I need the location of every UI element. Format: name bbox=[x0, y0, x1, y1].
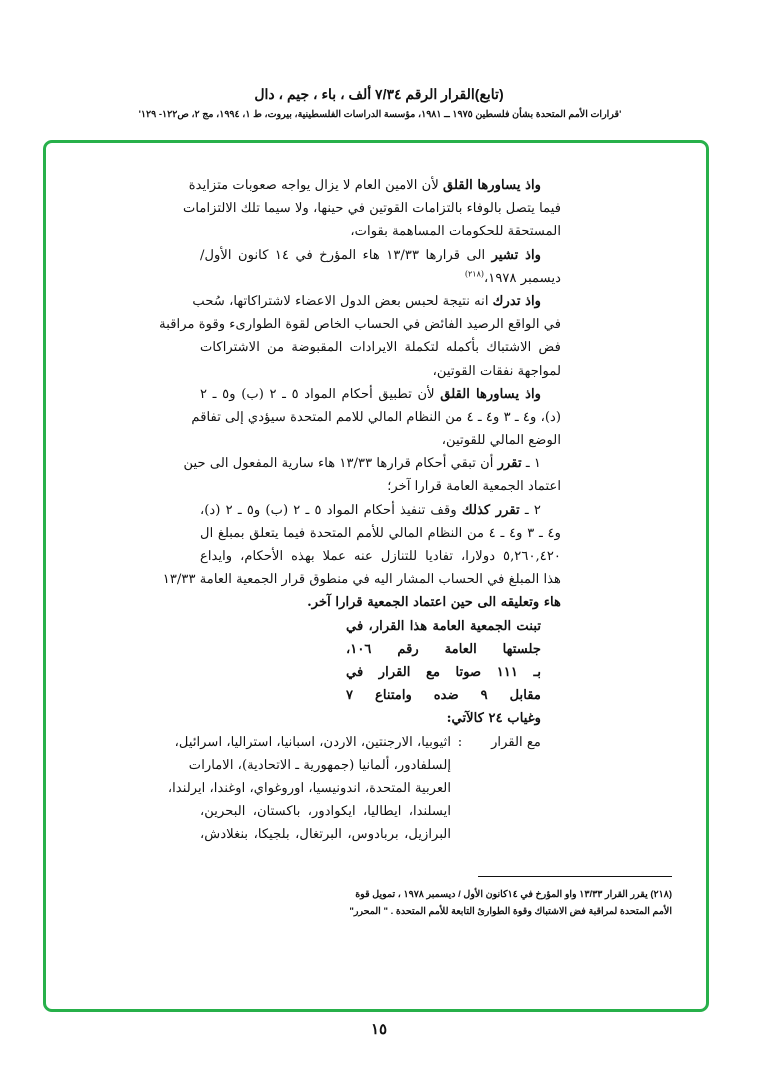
text-line bbox=[200, 244, 561, 267]
text-line bbox=[200, 499, 561, 522]
emphasis-phrase: واذ يساورها القلق bbox=[443, 178, 541, 193]
text-segment: ٥,٢٦٠,٤٢٠ دولارا، تفاديا للتنازل عنه عملا بهذه الأحكام، وايداع bbox=[200, 549, 561, 564]
text-line bbox=[183, 452, 561, 475]
text-line bbox=[200, 475, 561, 498]
text-segment: الى قرارها ١٣/٣٣ هاء المؤرخ في ١٤ كانون الأول/ bbox=[200, 247, 492, 263]
text-segment: ديسمبر ١٩٧٨، bbox=[484, 270, 561, 286]
text-segment: المستحقة للحكومات المساهمة بقوات، bbox=[350, 224, 561, 240]
text-segment: ١ ـ bbox=[521, 456, 541, 472]
text-line bbox=[200, 360, 561, 383]
text-line bbox=[200, 522, 561, 545]
adoption-line: جلستها العامة رقم ١٠٦، bbox=[346, 641, 541, 657]
text-segment: لأن الامين العام لا يزال يواجه صعوبات متزايدة bbox=[188, 178, 444, 193]
adoption-line: مقابل ٩ ضده وامتناع ٧ bbox=[346, 688, 541, 704]
paragraph bbox=[191, 383, 561, 453]
adoption-line: بـ ١١١ صوتا مع القرار في bbox=[346, 664, 541, 680]
emphasis-phrase: هاء وتعليقه الى حين اعتماد الجمعية قرارا آخر. bbox=[307, 595, 561, 611]
vote-list-line: العربية المتحدة، اندونيسيا، اوروغواي، اوغندا، ايرلندا، bbox=[167, 780, 451, 796]
text-line bbox=[200, 220, 561, 243]
text-line bbox=[200, 591, 561, 614]
text-segment: (د)، و٤ ـ ٣ و٤ ـ ٤ من النظام المالي للامم المتحدة سيؤدي إلى تفاقم bbox=[191, 409, 561, 425]
vote-list-line: البرازيل، بربادوس، البرتغال، بلجيكا، بنغلادش، bbox=[200, 827, 451, 843]
adoption-line: وغياب ٢٤ كالآتي: bbox=[446, 711, 541, 727]
text-line bbox=[192, 290, 561, 313]
text-line bbox=[200, 383, 561, 406]
vote-list-line: إلسلفادور، ألمانيا (جمهورية ـ الاتحادية)، الامارات bbox=[188, 757, 451, 773]
text-segment: فض الاشتباك بأكمله لتكملة الايرادات المقبوضة من الاشتراكات bbox=[200, 340, 561, 356]
text-segment: و٤ ـ ٣ و٤ ـ ٤ من النظام المالي للأمم المتحدة فيما يتعلق بمبلغ ال bbox=[200, 525, 561, 541]
emphasis-phrase: تقرر bbox=[497, 456, 522, 472]
text-line bbox=[182, 197, 561, 220]
text-segment: أن تبقي أحكام قرارها ١٣/٣٣ هاء سارية المفعول الى حين bbox=[183, 456, 498, 472]
text-segment: اعتماد الجمعية العامة قرارا آخر؛ bbox=[387, 479, 561, 495]
footnote-ref: (٢١٨) bbox=[464, 269, 484, 279]
paragraph bbox=[200, 244, 561, 290]
vote-colon: : bbox=[457, 734, 463, 750]
text-segment: فيما يتصل بالوفاء بالتزامات القوتين في حينها، ولا سيما تلك الالتزامات bbox=[182, 201, 561, 217]
text-line bbox=[200, 429, 561, 452]
resolution-body bbox=[159, 174, 561, 846]
emphasis-phrase: واذ يساورها القلق bbox=[440, 386, 542, 402]
text-line bbox=[191, 406, 561, 429]
page-number: ١٥ bbox=[370, 1020, 388, 1038]
text-segment: وقف تنفيذ أحكام المواد ٥ ـ ٢ (ب) و٥ ـ ٢ (د)، bbox=[200, 502, 462, 518]
vote-list-line: ايسلندا، ايطاليا، ايكوادور، باكستان، البحرين، bbox=[200, 804, 451, 820]
footnote-line: الأمم المتحدة لمراقبة فض الاشتباك وقوة الطوارئ التابعة للأمم المتحدة . " المحرر" bbox=[349, 906, 672, 917]
text-line bbox=[159, 313, 561, 336]
paragraph bbox=[162, 499, 561, 615]
text-line bbox=[200, 545, 561, 568]
page-title: (تابع)القرار الرقم ٧/٣٤ ألف ، باء ، جيم ، دال bbox=[254, 86, 504, 102]
adoption-line: تبنت الجمعية العامة هذا القرار، في bbox=[346, 618, 541, 634]
adoption-statement bbox=[200, 615, 561, 731]
paragraph bbox=[159, 290, 561, 383]
vote-label: مع القرار bbox=[491, 734, 541, 750]
text-segment: هذا المبلغ في الحساب المشار اليه في منطوق قرار الجمعية العامة ١٣/٣٣ bbox=[162, 572, 561, 588]
emphasis-phrase: واذ تدرك bbox=[492, 293, 541, 309]
preamble-and-operative-paragraphs bbox=[159, 174, 561, 615]
text-line bbox=[188, 174, 561, 197]
source-citation: 'قرارات الأمم المتحدة بشأن فلسطين ١٩٧٥ ــ ١٩٨١، مؤسسة الدراسات الفلسطينية، بيروت، ط ١، ١٩٩٤، مج ٢، ص١٢٢- ١٢٩' bbox=[138, 109, 622, 120]
text-line bbox=[200, 336, 561, 359]
footnote-divider bbox=[478, 876, 672, 877]
vote-list-line: اثيوبيا، الارجنتين، الاردن، اسبانيا، استراليا، اسرائيل، bbox=[174, 734, 451, 750]
paragraph bbox=[183, 452, 561, 498]
text-segment: لمواجهة نفقات القوتين، bbox=[432, 363, 561, 379]
text-segment: ٢ ـ bbox=[519, 502, 541, 518]
text-line bbox=[200, 267, 561, 290]
text-line bbox=[162, 568, 561, 591]
text-segment: الوضع المالي للقوتين، bbox=[441, 433, 561, 449]
footnote-line: (٢١٨) يقرر القرار ١٣/٣٣ واو المؤرخ في ١٤كانون الأول / ديسمبر ١٩٧٨ ، تمويل قوة bbox=[355, 889, 672, 900]
text-segment: لأن تطبيق أحكام المواد ٥ ـ ٢ (ب) و٥ ـ ٢ bbox=[200, 386, 441, 402]
paragraph bbox=[182, 174, 561, 244]
text-segment: انه نتيجة لحبس بعض الدول الاعضاء لاشتراكاتها، سُحب bbox=[192, 293, 493, 309]
text-segment: في الواقع الرصيد الفائض في الحساب الخاص لقوة الطوارىء وقوة مراقبة bbox=[159, 317, 561, 333]
emphasis-phrase: تقرر كذلك bbox=[461, 502, 520, 518]
footnote bbox=[300, 886, 672, 920]
vote-record bbox=[167, 731, 561, 847]
vote-country-list bbox=[167, 731, 451, 847]
emphasis-phrase: واذ تشير bbox=[491, 247, 541, 263]
